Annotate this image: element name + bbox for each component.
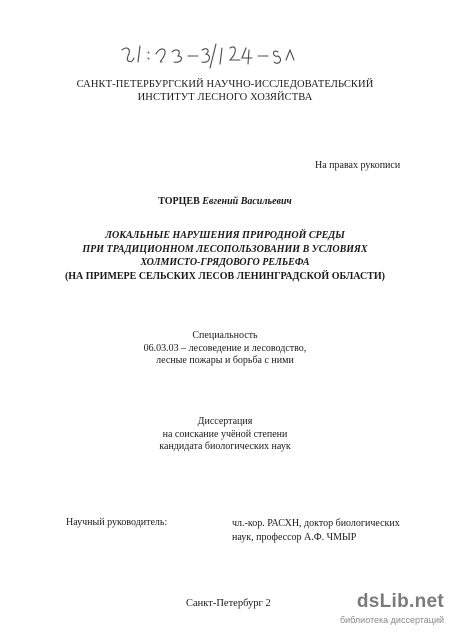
archive-handwritten-mark	[118, 40, 338, 74]
manuscript-rights-note: На правах рукописи	[315, 160, 401, 171]
supervisor-line-1: чл.-кор. РАСХН, доктор биологических	[232, 518, 400, 529]
title-line-4: (НА ПРИМЕРЕ СЕЛЬСКИХ ЛЕСОВ ЛЕНИНГРАДСКОЙ ОБЛАСТИ)	[64, 270, 386, 282]
institution-line-2: ИНСТИТУТ ЛЕСНОГО ХОЗЯЙСТВА	[137, 92, 313, 103]
title-line-1: ЛОКАЛЬНЫЕ НАРУШЕНИЯ ПРИРОДНОЙ СРЕДЫ	[105, 230, 345, 241]
city-year: Санкт-Петербург 2	[186, 598, 271, 609]
site-watermark	[339, 591, 448, 631]
dissertation-title	[0, 229, 450, 283]
degree-line-3: кандидата биологических наук	[159, 441, 291, 452]
specialty-line-2: лесные пожары и борьба с ними	[156, 355, 294, 366]
title-line-3: ХОЛМИСТО-ГРЯДОВОГО РЕЛЬЕФА	[140, 257, 310, 268]
degree-block	[0, 416, 450, 454]
supervisor-label: Научный руководитель:	[66, 517, 168, 528]
institution-line-1: САНКТ-ПЕТЕРБУРГСКИЙ НАУЧНО-ИССЛЕДОВАТЕЛЬСКИЙ	[76, 79, 374, 90]
title-line-2: ПРИ ТРАДИЦИОННОМ ЛЕСОПОЛЬЗОВАНИИ В УСЛОВИЯХ	[82, 243, 368, 255]
author-name	[0, 196, 450, 207]
author-surname: ТОРЦЕВ	[158, 196, 200, 207]
author-given-names: Евгений Васильевич	[202, 196, 292, 207]
specialty-line-1: 06.03.03 – лесоведение и лесоводство,	[143, 342, 307, 354]
supervisor-details	[232, 517, 400, 544]
degree-line-2: на соискание учёной степени	[162, 428, 288, 440]
watermark-subtitle: библиотека диссертаций	[339, 615, 444, 625]
watermark-name: dsLib.net	[356, 591, 444, 612]
supervisor-line-2: наук, профессор А.Ф. ЧМЫР	[232, 531, 357, 543]
degree-line-1: Диссертация	[197, 416, 253, 427]
institution-name	[0, 78, 450, 104]
specialty-block	[0, 330, 450, 368]
handwritten-stamp-icon	[118, 40, 338, 74]
specialty-label: Специальность	[192, 330, 258, 341]
